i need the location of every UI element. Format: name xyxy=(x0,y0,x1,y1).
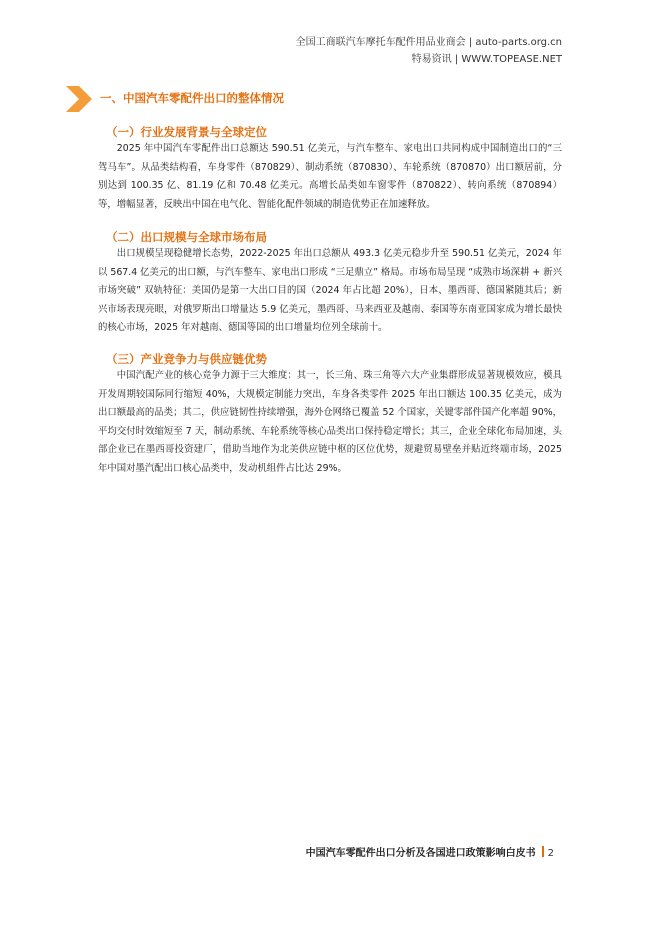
section-title: 一、中国汽车零配件出口的整体情况 xyxy=(100,91,284,105)
page-number: 2 xyxy=(547,848,554,859)
subsection-paragraph-2: 出口规模呈现稳健增长态势，2022-2025 年出口总额从 493.3 亿美元稳步升至 590.51 亿美元，2024 年以 567.4 亿美元的出口额，与汽车整车、家电出口形成 “三足鼎立” 格局。市场布局呈现 “成熟市场深耕 + 新兴市场突破” 双轨特征：美国仍是第一大出口目的国（2024 年占比超 20%），日本、墨西哥、德国紧随其后；新兴市场表现亮眼，对俄罗斯出口增量达 5.9 亿美元，墨西哥、马来西亚及越南、泰国等东南亚国家成为增长最快的核心市场，2025 年对越南、德国等国的出口增量均位列全球前十。 xyxy=(98,248,562,333)
header-organization-line: 全国工商联汽车摩托车配件用品业商会 | auto-parts.org.cn xyxy=(295,37,562,48)
subsection-heading-3: （三）产业竞争力与供应链优势 xyxy=(106,352,267,366)
chevron-right-icon xyxy=(66,86,92,112)
section-heading xyxy=(66,86,326,112)
page-header xyxy=(296,34,562,68)
footer-divider xyxy=(542,846,544,857)
page-footer xyxy=(306,844,554,859)
header-source-line: 特易资讯 | WWW.TOPEASE.NET xyxy=(411,54,562,65)
subsection-heading-2: （二）出口规模与全球市场布局 xyxy=(106,230,267,244)
subsection-paragraph-3: 中国汽配产业的核心竞争力源于三大维度：其一，长三角、珠三角等六大产业集群形成显著规模效应，模具开发周期较国际同行缩短 40%，大规模定制能力突出，车身各类零件 2025 年出口额达 100.35 亿美元，成为出口额最高的品类；其二，供应链韧性持续增强，海外仓网络已覆盖 52 个国家，关键零部件国产化率超 90%，平均交付时效缩短至 7 天，制动系统、车轮系统等核心品类出口保持稳定增长；其三，企业全球化布局加速，头部企业已在墨西哥投资建厂，借助当地作为北美供应链中枢的区位优势，规避贸易壁垒并贴近终端市场，2025 年中国对墨汽配出口核心品类中，发动机组件占比达 29%。 xyxy=(98,370,562,474)
footer-document-title: 中国汽车零配件出口分析及各国进口政策影响白皮书 xyxy=(305,848,536,859)
subsection-heading-1: （一）行业发展背景与全球定位 xyxy=(106,125,267,139)
subsection-paragraph-1: 2025 年中国汽车零配件出口总额达 590.51 亿美元，与汽车整车、家电出口共同构成中国制造出口的“三驾马车”。从品类结构看，车身零件（870829）、制动系统（870830）、车轮系统（870870）出口额居前，分别达到 100.35 亿、81.19 亿和 70.48 亿美元。高增长品类如车窗零件（870822）、转向系统（870894）等，增幅显著，反映出中国在电气化、智能化配件领域的制造优势正在加速释放。 xyxy=(98,143,562,210)
